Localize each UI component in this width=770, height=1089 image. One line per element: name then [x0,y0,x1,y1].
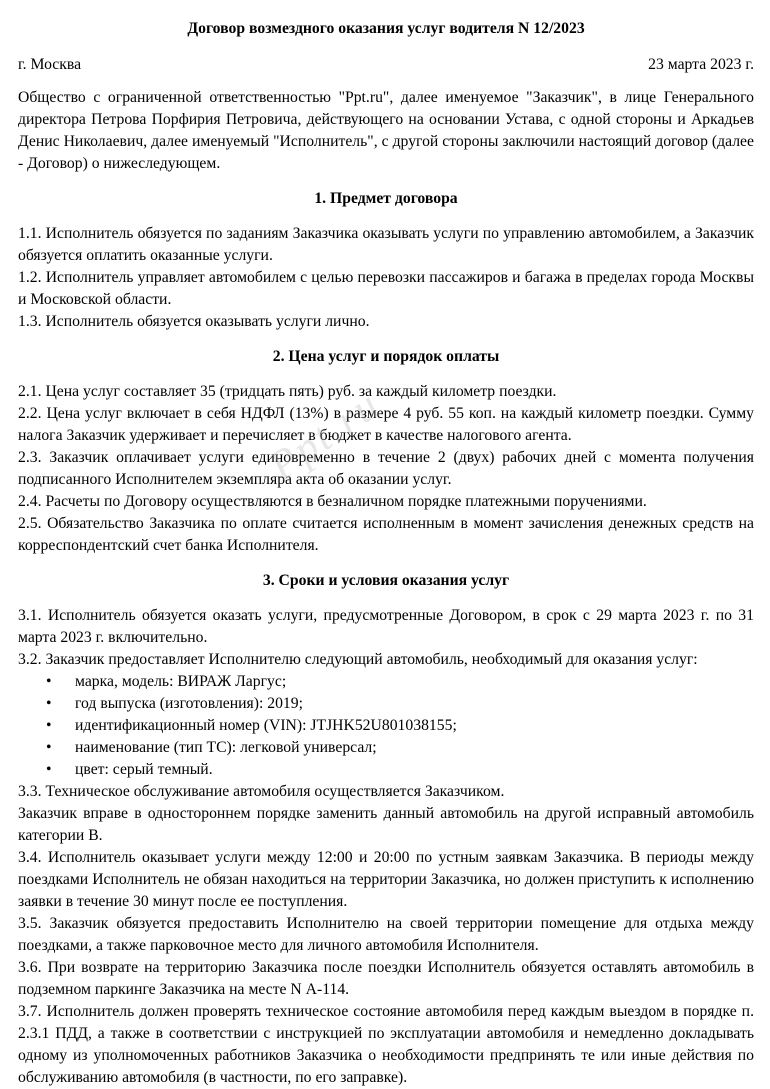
clause-2-4: 2.4. Расчеты по Договору осуществляются в безналичном порядке платежными поручениями. [18,493,647,510]
clause-3-3-continuation: Заказчик вправе в одностороннем порядке заменить данный автомобиль на другой исправный автомобиль категории B. [18,805,754,844]
ppt-ru-watermark: Ppt.ru [261,380,390,490]
list-item-color: • цвет: серый темный. [18,759,754,781]
intro-paragraph: Общество с ограниченной ответственностью "Ppt.ru", далее именуемое "Заказчик", в лице Генерального директора Петрова Порфирия Петровича, действующего на основании Устава, с одной стороны и Аркадьев Денис Николаевич, далее именуемый "Исполнитель", с другой стороны заключили настоящий договор (далее - Договор) о нижеследующем. [18,89,754,172]
section-1-heading: 1. Предмет договора [314,190,458,207]
clause-3-2: 3.2. Заказчик предоставляет Исполнителю следующий автомобиль, необходимый для оказания услуг: [18,651,698,668]
clause-3-5: 3.5. Заказчик обязуется предоставить Исполнителю на своей территории помещение для отдыха между поездками, а также парковочное место для личного автомобиля Исполнителя. [18,915,754,954]
clause-3-6: 3.6. При возврате на территорию Заказчика после поездки Исполнитель обязуется оставлять автомобиль в подземном паркинге Заказчика на месте N А-114. [18,959,754,998]
list-item-make-model: • марка, модель: ВИРАЖ Ларгус; [18,671,754,693]
list-item-type: • наименование (тип ТС): легковой универсал; [18,737,754,759]
clause-1-2: 1.2. Исполнитель управляет автомобилем с целью перевозки пассажиров и багажа в пределах города Москвы и Московской области. [18,269,754,308]
document-title: Договор возмездного оказания услуг водителя N 12/2023 [187,20,585,37]
clause-1-1: 1.1. Исполнитель обязуется по заданиям Заказчика оказывать услуги по управлению автомобилем, а Заказчик обязуется оплатить оказанные услуги. [18,225,754,264]
clause-2-5: 2.5. Обязательство Заказчика по оплате считается исполненным в момент зачисления денежных средств на корреспондентский счет банка Исполнителя. [18,515,754,554]
section-3-heading: 3. Сроки и условия оказания услуг [262,572,510,589]
clause-3-1: 3.1. Исполнитель обязуется оказать услуги, предусмотренные Договором, в срок с 29 марта 2023 г. по 31 марта 2023 г. включительно. [18,607,754,646]
clause-3-3: 3.3. Техническое обслуживание автомобиля осуществляется Заказчиком. [18,783,505,800]
clause-2-2: 2.2. Цена услуг включает в себя НДФЛ (13%) в размере 4 руб. 55 коп. на каждый километр поездки. Сумму налога Заказчик удерживает и перечисляет в бюджет в качестве налогового агента. [18,405,754,444]
section-2-heading: 2. Цена услуг и порядок оплаты [272,348,500,365]
date-label: 23 марта 2023 г. [648,56,754,73]
list-item-year: • год выпуска (изготовления): 2019; [18,693,754,715]
clause-1-3: 1.3. Исполнитель обязуется оказывать услуги лично. [18,313,370,330]
clause-3-4: 3.4. Исполнитель оказывает услуги между 12:00 и 20:00 по устным заявкам Заказчика. В периоды между поездками Исполнитель не обязан находиться на территории Заказчика, но должен приступить к исполнению заявки в течение 30 минут после ее поступления. [18,849,754,910]
city-date-row [18,54,754,76]
clause-3-7: 3.7. Исполнитель должен проверять техническое состояние автомобиля перед каждым выездом в порядке п. 2.3.1 ПДД, а также в соответствии с инструкцией по эксплуатации автомобиля и немедленно докладывать одному из уполномоченных работников Заказчика о необходимости предпринять те или иные действия по обслуживанию автомобиля (в частности, по его заправке). [18,1003,754,1086]
list-item-vin: • идентификационный номер (VIN): JTJHK52U801038155; [18,715,754,737]
clause-2-3: 2.3. Заказчик оплачивает услуги единовременно в течение 2 (двух) рабочих дней с момента получения подписанного Исполнителем экземпляра акта об оказании услуг. [18,449,754,488]
clause-2-1: 2.1. Цена услуг составляет 35 (тридцать пять) руб. за каждый километр поездки. [18,383,557,400]
city-label: г. Москва [18,56,82,73]
car-details-list [18,671,754,781]
